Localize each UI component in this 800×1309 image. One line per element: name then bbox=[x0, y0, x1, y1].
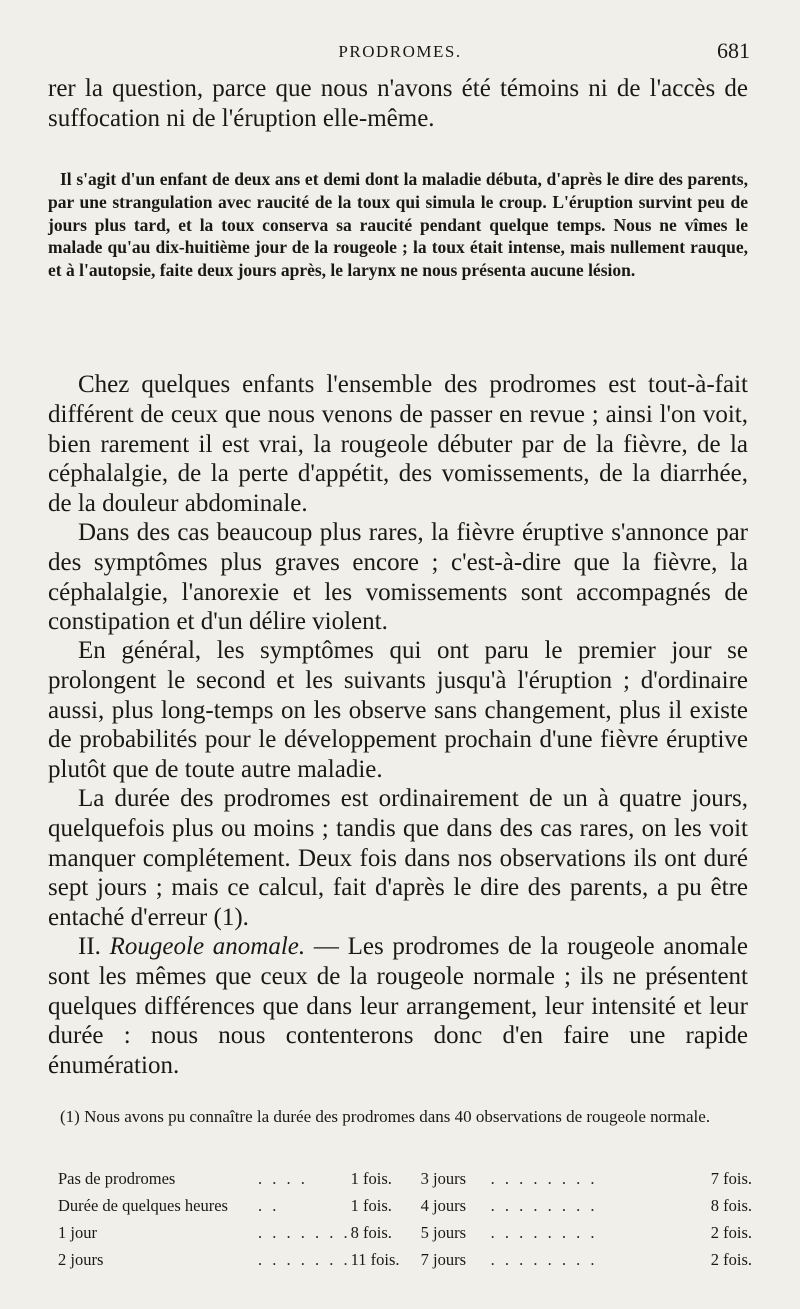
table-row bbox=[58, 1196, 752, 1223]
footnote-text: (1) Nous avons pu connaître la durée des prodromes dans 40 observations de rougeole normale. bbox=[60, 1107, 711, 1126]
row-count: 1 fois. bbox=[350, 1196, 392, 1215]
section-number: II. bbox=[78, 933, 101, 960]
footnote-table-body bbox=[58, 1169, 752, 1277]
paragraph-4: La durée des prodromes est ordinairement de un à quatre jours, quelquefois plus ou moins ; tandis que dans des cas rares, on les voit manquer complétement. Deux fois dans nos observations ils ont duré sept jours ; mais ce calcul, fait d'après le dire des parents, a pu être entaché d'erreur (1). bbox=[48, 785, 748, 932]
row-days: 3 jours bbox=[420, 1169, 466, 1188]
leader-dots: . . . . . . . . bbox=[490, 1169, 598, 1188]
row-count: 11 fois. bbox=[350, 1250, 400, 1269]
row-count: 8 fois. bbox=[710, 1196, 752, 1215]
leader-dots: . . . . . . . bbox=[258, 1250, 351, 1269]
running-title: PRODROMES. bbox=[338, 42, 462, 61]
leader-dots: . . bbox=[258, 1196, 280, 1215]
row-label: 1 jour bbox=[58, 1223, 97, 1242]
section-text: — Les prodromes de la rougeole anomale sont les mêmes que ceux de la rougeole normale ; ils ne présentent quelques différences que dans leur arrangement, leur intensité et leur durée : nous nous contenterons donc d'en faire une rapide énumération. bbox=[48, 933, 748, 1080]
row-count: 2 fois. bbox=[710, 1250, 752, 1269]
table-row bbox=[58, 1169, 752, 1196]
leader-dots: . . . . . . . bbox=[258, 1223, 351, 1242]
row-label: Durée de quelques heures bbox=[58, 1196, 228, 1215]
book-page bbox=[48, 0, 752, 1309]
row-count: 2 fois. bbox=[710, 1223, 752, 1242]
leader-dots: . . . . . . . . bbox=[490, 1250, 598, 1269]
row-count: 8 fois. bbox=[350, 1223, 392, 1242]
footnote-table bbox=[58, 1169, 752, 1277]
table-row bbox=[58, 1223, 752, 1250]
leader-dots: . . . . bbox=[258, 1169, 308, 1188]
case-note: Il s'agit d'un enfant de deux ans et demi dont la maladie débuta, d'après le dire des parents, par une strangulation avec raucité de la toux qui simula le croup. L'éruption survint peu de jours plus tard, et la toux conserva sa raucité pendant quelque temps. Nous ne vîmes le malade qu'au dix-huitième jour de la rougeole ; la toux était intense, mais nullement rauque, et à l'autopsie, faite deux jours après, le larynx ne nous présenta aucune lésion. bbox=[48, 169, 748, 281]
page-header bbox=[48, 38, 752, 68]
leader-dots: . . . . . . . . bbox=[490, 1196, 598, 1215]
paragraph-3: En général, les symptômes qui ont paru le premier jour se prolongent le second et les suivants jusqu'à l'éruption ; d'ordinaire aussi, plus long-temps on les observe sans changement, plus il existe de probabilités pour le développement prochain d'une fièvre éruptive plutôt que de toute autre maladie. bbox=[48, 637, 748, 784]
row-count: 1 fois. bbox=[350, 1169, 392, 1188]
row-label: 2 jours bbox=[58, 1250, 104, 1269]
paragraph-5 bbox=[48, 932, 748, 1081]
paragraph-2: Dans des cas beaucoup plus rares, la fièvre éruptive s'annonce par des symptômes plus graves encore ; c'est-à-dire que la fièvre, la céphalalgie, l'anorexie et les vomissements sont accompagnés de constipation et d'un délire violent. bbox=[48, 519, 748, 636]
row-label: Pas de prodromes bbox=[58, 1169, 176, 1188]
row-days: 7 jours bbox=[420, 1250, 466, 1269]
section-title: Rougeole anomale. bbox=[109, 933, 306, 960]
leader-dots: . . . . . . . . bbox=[490, 1223, 598, 1242]
row-days: 4 jours bbox=[420, 1196, 466, 1215]
page-number: 681 bbox=[717, 38, 750, 63]
row-count: 7 fois. bbox=[710, 1169, 752, 1188]
paragraph-continued: rer la question, parce que nous n'avons été témoins ni de l'accès de suffocation ni de l'éruption elle-même. bbox=[48, 75, 748, 132]
table-row bbox=[58, 1250, 752, 1277]
paragraph-1: Chez quelques enfants l'ensemble des prodromes est tout-à-fait différent de ceux que nous venons de passer en revue ; ainsi l'on voit, bien rarement il est vrai, la rougeole débuter par de la fièvre, de la céphalalgie, de la perte d'appétit, des vomissements, de la diarrhée, de la douleur abdominale. bbox=[48, 371, 748, 518]
row-days: 5 jours bbox=[420, 1223, 466, 1242]
